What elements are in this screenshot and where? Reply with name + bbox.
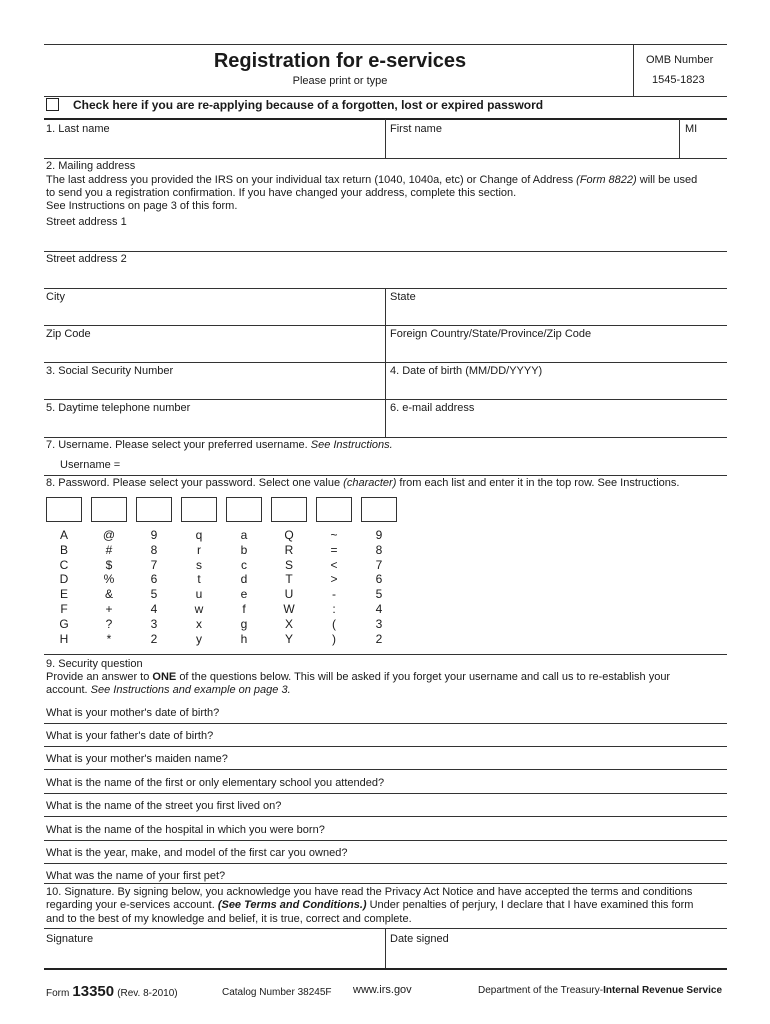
security-question-3: What is your mother's maiden name?	[46, 753, 228, 765]
password-char-list-7: ~ = < > - : ( )	[330, 528, 338, 646]
zip-code-field[interactable]	[46, 342, 384, 362]
website-link[interactable]: www.irs.gov	[353, 984, 412, 996]
date-signed-label: Date signed	[390, 933, 449, 945]
signature-label: Signature	[46, 933, 94, 945]
signature-statement-3: and to the best of my knowledge and belief, it is true, correct and complete.	[46, 913, 412, 925]
last-name-label: 1. Last name	[46, 123, 110, 135]
security-answer-5[interactable]	[340, 798, 724, 816]
first-name-field[interactable]	[390, 138, 679, 158]
security-question-5: What is the name of the street you first lived on?	[46, 800, 282, 812]
last-name-field[interactable]	[46, 138, 384, 158]
security-question-4: What is the name of the first or only elementary school you attended?	[46, 777, 385, 789]
security-answer-4[interactable]	[440, 775, 724, 793]
security-question-2: What is your father's date of birth?	[46, 730, 214, 742]
security-instructions-2: account. See Instructions and example on page 3.	[46, 684, 291, 696]
omb-label: OMB Number	[646, 54, 714, 66]
dob-field[interactable]	[390, 379, 725, 399]
security-answer-7[interactable]	[400, 845, 724, 863]
ssn-field[interactable]	[46, 379, 384, 399]
foreign-address-field[interactable]	[390, 342, 725, 362]
mailing-instructions-1: The last address you provided the IRS on your individual tax return (1040, 1040a, etc) or Change of Address (Form 8822) will be used	[46, 174, 698, 186]
password-char-list-2: @ # $ % & + ? *	[102, 528, 116, 646]
omb-number: 1545-1823	[652, 74, 705, 86]
reapply-checkbox[interactable]	[46, 98, 59, 111]
email-label: 6. e-mail address	[390, 402, 475, 414]
form-identifier: Form 13350 (Rev. 8-2010)	[46, 983, 178, 1000]
password-char-list-1: A B C D E F G H	[59, 528, 69, 646]
street-address-2-label: Street address 2	[46, 253, 127, 265]
state-label: State	[390, 291, 416, 303]
date-signed-field[interactable]	[390, 948, 725, 968]
password-char-box-2[interactable]	[91, 497, 127, 522]
security-question-1: What is your mother's date of birth?	[46, 707, 220, 719]
state-field[interactable]	[390, 305, 725, 325]
password-char-box-8[interactable]	[361, 497, 397, 522]
city-field[interactable]	[46, 305, 384, 325]
password-char-box-3[interactable]	[136, 497, 172, 522]
signature-statement-1: 10. Signature. By signing below, you acknowledge you have read the Privacy Act Notice and have accepted the terms and conditions	[46, 886, 693, 898]
password-char-list-5: a b c d e f g h	[240, 528, 248, 646]
mailing-instructions-3: See Instructions on page 3 of this form.	[46, 200, 238, 212]
phone-label: 5. Daytime telephone number	[46, 402, 191, 414]
password-char-list-8: 9 8 7 6 5 4 3 2	[375, 528, 383, 646]
security-heading: 9. Security question	[46, 658, 143, 670]
first-name-label: First name	[390, 123, 442, 135]
security-instructions-1: Provide an answer to ONE of the questions below. This will be asked if you forget your username and call us to re-establish your	[46, 671, 671, 683]
department-name: Department of the Treasury-Internal Revenue Service	[478, 985, 723, 996]
security-question-6: What is the name of the hospital in which you were born?	[46, 824, 325, 836]
signature-field[interactable]	[46, 948, 380, 966]
signature-statement-2: regarding your e-services account. (See Terms and Conditions.) Under penalties of perjury, I declare that I have examined this form	[46, 899, 694, 911]
password-instructions: 8. Password. Please select your password. Select one value (character) from each list and enter it in the top row. See Instructions.	[46, 477, 680, 489]
password-char-box-1[interactable]	[46, 497, 82, 522]
password-char-box-4[interactable]	[181, 497, 217, 522]
username-instructions: 7. Username. Please select your preferred username. See Instructions.	[46, 439, 393, 451]
street-address-1-label: Street address 1	[46, 216, 127, 228]
password-char-list-3: 9 8 7 6 5 4 3 2	[150, 528, 158, 646]
security-question-7: What is the year, make, and model of the first car you owned?	[46, 847, 348, 859]
username-label: Username =	[60, 459, 121, 471]
catalog-number: Catalog Number 38245F	[222, 987, 332, 998]
security-answer-3[interactable]	[260, 751, 724, 769]
password-char-list-6: Q R S T U W X Y	[283, 528, 295, 646]
password-char-box-5[interactable]	[226, 497, 262, 522]
mailing-heading: 2. Mailing address	[46, 160, 136, 172]
security-answer-8[interactable]	[260, 868, 724, 884]
phone-field[interactable]	[46, 416, 384, 436]
dob-label: 4. Date of birth (MM/DD/YYYY)	[390, 365, 543, 377]
password-char-box-7[interactable]	[316, 497, 352, 522]
mi-field[interactable]	[685, 138, 727, 158]
reapply-label: Check here if you are re-applying because of a forgotten, lost or expired password	[73, 98, 544, 112]
zip-code-label: Zip Code	[46, 328, 91, 340]
security-answer-6[interactable]	[400, 822, 724, 840]
security-question-8: What was the name of your first pet?	[46, 870, 226, 882]
street-address-1-field[interactable]	[46, 231, 725, 251]
password-char-list-4: q r s t u w x y	[194, 528, 204, 646]
security-answer-1[interactable]	[260, 705, 724, 723]
ssn-label: 3. Social Security Number	[46, 365, 174, 377]
city-label: City	[46, 291, 65, 303]
form-subtitle: Please print or type	[292, 75, 388, 87]
form-title: Registration for e-services	[213, 50, 467, 72]
mi-label: MI	[685, 123, 698, 135]
security-answer-2[interactable]	[260, 728, 724, 746]
foreign-address-label: Foreign Country/State/Province/Zip Code	[390, 328, 592, 340]
mailing-instructions-2: to send you a registration confirmation. If you have changed your address, complete this section.	[46, 187, 517, 199]
email-field[interactable]	[390, 416, 725, 436]
password-char-box-6[interactable]	[271, 497, 307, 522]
username-field[interactable]	[126, 457, 725, 475]
street-address-2-field[interactable]	[46, 268, 725, 288]
